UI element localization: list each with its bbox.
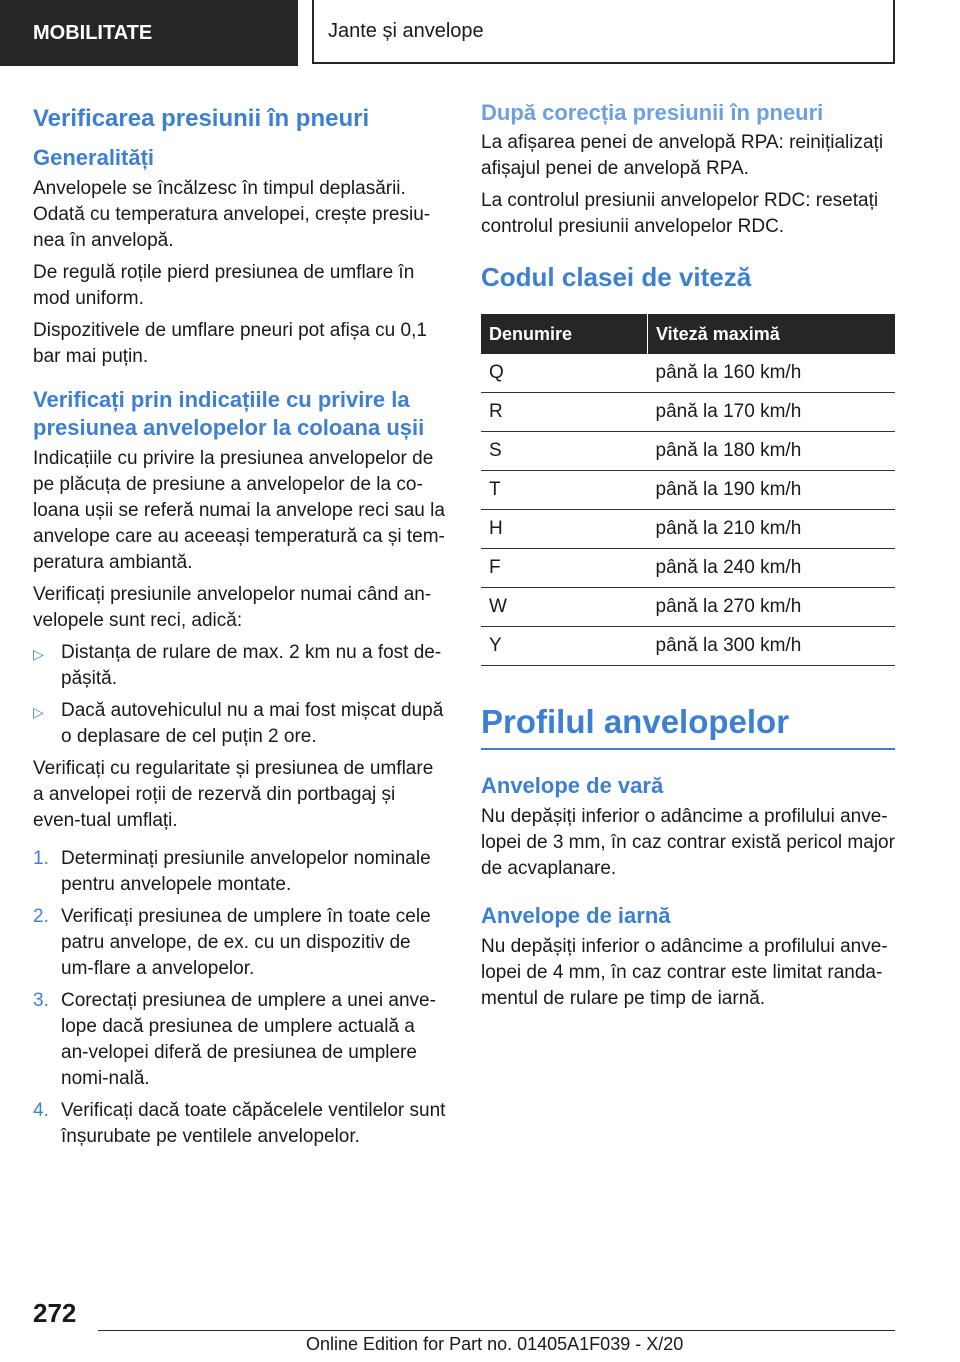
column-header-name: Denumire xyxy=(481,314,648,354)
chapter-title-tire-profile: Profilul anvelopelor xyxy=(481,702,895,750)
step-text: Verificați presiunea de umplere în toate cele patru anvelope, de ex. cu un dispozitiv de um-flare a anvelopelor. xyxy=(61,906,431,979)
speed-code: H xyxy=(481,510,648,549)
max-speed: până la 210 km/h xyxy=(648,510,896,549)
heading-after-correction: După corecția presiunii în pneuri xyxy=(481,100,824,125)
step-item xyxy=(33,846,447,898)
bullet-text: Distanța de rulare de max. 2 km nu a fost de-pășită. xyxy=(61,642,442,689)
table-row xyxy=(481,627,895,666)
max-speed: până la 180 km/h xyxy=(648,432,896,471)
paragraph: Nu depășiți inferior o adâncime a profilului anve-lopei de 4 mm, în caz contrar este limitat randa-mentul de rulare pe timp de iarnă. xyxy=(481,936,888,1009)
speed-code: F xyxy=(481,549,648,588)
speed-code: Y xyxy=(481,627,648,666)
step-text: Determinați presiunile anvelopelor nominale pentru anvelopele montate. xyxy=(61,848,431,895)
step-item xyxy=(33,1098,447,1150)
paragraph: Indicațiile cu privire la presiunea anvelopelor de pe plăcuța de presiune a anvelopelor de la co-loana ușii se referă numai la anvelope reci sau la anvelope care au aceeași temperatură ca și tem-peratura ambiantă. xyxy=(33,448,445,573)
max-speed: până la 300 km/h xyxy=(648,627,896,666)
max-speed: până la 190 km/h xyxy=(648,471,896,510)
speed-code: T xyxy=(481,471,648,510)
paragraph: Anvelopele se încălzesc în timpul deplasării. Odată cu temperatura anvelopei, crește presiu-nea în anvelopă. xyxy=(33,178,431,251)
step-number: 1. xyxy=(33,848,49,869)
paragraph: Dispozitivele de umflare pneuri pot afișa cu 0,1 bar mai puțin. xyxy=(33,320,427,367)
table-row xyxy=(481,471,895,510)
bullet-item xyxy=(33,640,447,692)
table-row xyxy=(481,354,895,393)
max-speed: până la 170 km/h xyxy=(648,393,896,432)
table-row xyxy=(481,393,895,432)
speed-class-table xyxy=(481,314,895,666)
table-row xyxy=(481,549,895,588)
step-number: 3. xyxy=(33,990,49,1011)
bullet-item xyxy=(33,698,447,750)
step-number: 2. xyxy=(33,906,49,927)
triangle-bullet-icon: ▷ xyxy=(33,646,44,662)
heading-winter-tires: Anvelope de iarnă xyxy=(481,903,671,928)
max-speed: până la 240 km/h xyxy=(648,549,896,588)
table-row xyxy=(481,588,895,627)
max-speed: până la 160 km/h xyxy=(648,354,896,393)
step-item xyxy=(33,904,447,982)
page-header xyxy=(0,0,960,66)
table-header-row xyxy=(481,314,895,354)
paragraph: Nu depășiți inferior o adâncime a profilului anve-lopei de 3 mm, în caz contrar există pericol major de acvaplanare. xyxy=(481,806,895,879)
step-item xyxy=(33,988,447,1092)
footer-edition: Online Edition for Part no. 01405A1F039 - X/20 xyxy=(306,1334,684,1354)
step-text: Verificați dacă toate căpăcelele ventilelor sunt înșurubate pe ventilele anvelopelor. xyxy=(61,1100,446,1147)
section-tab: MOBILITATE xyxy=(0,0,298,66)
heading-speed-class: Codul clasei de viteză xyxy=(481,262,752,292)
max-speed: până la 270 km/h xyxy=(648,588,896,627)
heading-door-pillar-check: Verificați prin indicațiile cu privire la presiunea anvelopelor la coloana ușii xyxy=(33,387,425,440)
step-number: 4. xyxy=(33,1100,49,1121)
paragraph: Verificați cu regularitate și presiunea de umflare a anvelopei roții de rezervă din portbagaj și even-tual umflați. xyxy=(33,758,434,831)
table-row xyxy=(481,510,895,549)
left-column xyxy=(33,100,447,1156)
speed-code: R xyxy=(481,393,648,432)
paragraph: La controlul presiunii anvelopelor RDC: resetați controlul presiunii anvelopelor RDC. xyxy=(481,190,879,237)
chapter-tab: Jante și anvelope xyxy=(312,0,895,64)
footer-divider xyxy=(98,1330,895,1331)
page-number: 272 xyxy=(33,1298,77,1328)
table-row xyxy=(481,432,895,471)
heading-general: Generalități xyxy=(33,145,155,170)
heading-summer-tires: Anvelope de vară xyxy=(481,773,664,798)
speed-code: Q xyxy=(481,354,648,393)
section-title-pressure-check: Verificarea presiunii în pneuri xyxy=(33,105,370,132)
column-header-max-speed: Viteză maximă xyxy=(648,314,896,354)
step-text: Corectați presiunea de umplere a unei anve-lope dacă presiunea de umplere actuală a an-velopei diferă de presiunea de umplere nomi-nală. xyxy=(61,990,436,1089)
paragraph: Verificați presiunile anvelopelor numai când an-velopele sunt reci, adică: xyxy=(33,584,432,631)
right-column xyxy=(481,100,895,1018)
triangle-bullet-icon: ▷ xyxy=(33,704,44,720)
paragraph: De regulă roțile pierd presiunea de umflare în mod uniform. xyxy=(33,262,415,309)
bullet-text: Dacă autovehiculul nu a mai fost mișcat după o deplasare de cel puțin 2 ore. xyxy=(61,700,444,747)
speed-code: S xyxy=(481,432,648,471)
speed-code: W xyxy=(481,588,648,627)
paragraph: La afișarea penei de anvelopă RPA: reinițializați afișajul penei de anvelopă RPA. xyxy=(481,132,884,179)
